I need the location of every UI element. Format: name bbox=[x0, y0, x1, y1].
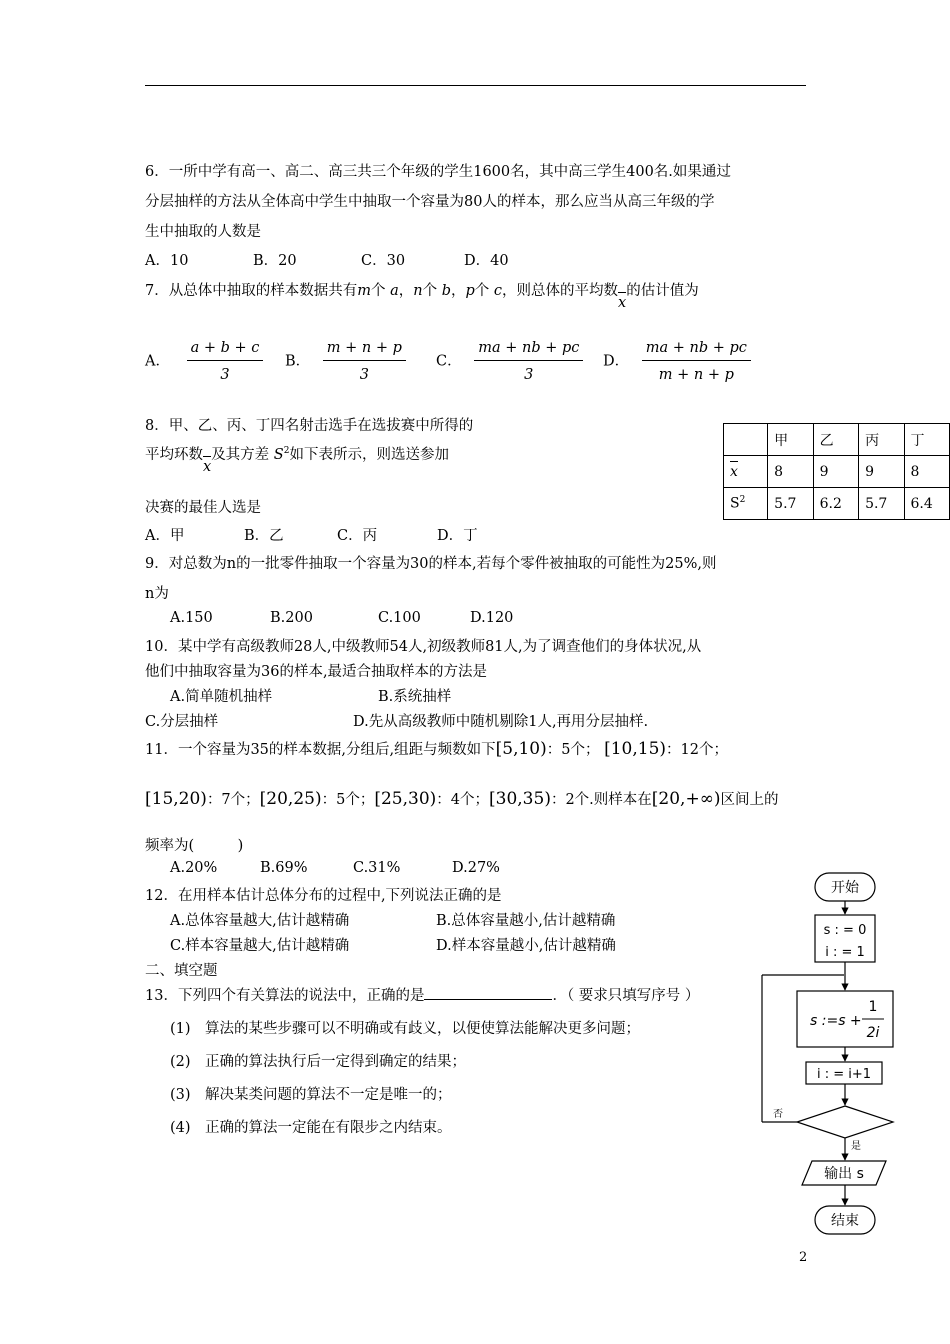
q7-option-b-numerator: m + n + p bbox=[323, 340, 406, 361]
q7-text-5: ， bbox=[451, 283, 466, 299]
q10-line1: 10．某中学有高级教师28人,中级教师54人,初级教师81人,为了调查他们的身体状况,从 bbox=[145, 639, 702, 655]
q11-option-c: C.31% bbox=[353, 860, 401, 876]
no-label: 否 bbox=[773, 1109, 783, 1120]
increment-label: i : = i+1 bbox=[816, 1067, 872, 1082]
q11-interval-7: [20,+∞) bbox=[651, 789, 721, 809]
q7-option-c-denominator: 3 bbox=[524, 367, 534, 383]
q10-option-d: D.先从高级教师中随机剔除1人,再用分层抽样. bbox=[353, 714, 649, 730]
q7-mean-symbol: x bbox=[618, 295, 627, 311]
q10-option-c: C.分层抽样 bbox=[145, 714, 219, 730]
q8-line1: 8．甲、乙、丙、丁四名射击选手在选拔赛中所得的 bbox=[145, 418, 474, 434]
page-number: 2 bbox=[799, 1250, 808, 1265]
q11-freq-4: ：5个； bbox=[321, 792, 375, 808]
q9-option-c: C.100 bbox=[378, 610, 421, 626]
table-cell: 9 bbox=[859, 456, 904, 488]
section-heading: 二、填空题 bbox=[145, 963, 218, 979]
mean-label-symbol: x bbox=[730, 463, 738, 480]
q7-option-c-letter: C． bbox=[436, 353, 462, 370]
q8-option-d: D．丁 bbox=[437, 528, 478, 544]
q9-line2: n为 bbox=[145, 586, 169, 602]
table-cell: 6.4 bbox=[904, 488, 949, 520]
q8-text-2: 及其方差 bbox=[211, 447, 270, 463]
q11-freq-6: ：2个.则样本在 bbox=[550, 792, 652, 808]
q7-option-d-letter: D． bbox=[603, 353, 630, 370]
q7-text-3: ， bbox=[398, 283, 414, 299]
q11-line1 bbox=[145, 738, 728, 759]
q6-option-c: C．30 bbox=[361, 253, 406, 269]
yes-label: 是 bbox=[851, 1141, 861, 1152]
table-header-yi: 乙 bbox=[813, 424, 858, 456]
q9-option-a: A.150 bbox=[170, 610, 213, 626]
q9-option-b: B.200 bbox=[270, 610, 313, 626]
q7-option-b-fraction bbox=[323, 340, 406, 383]
q7-option-a-numerator: a + b + c bbox=[187, 340, 264, 361]
q11-interval-4: [20,25) bbox=[259, 789, 322, 809]
q9-line1: 9．对总数为n的一批零件抽取一个容量为30的样本,若每个零件被抽取的可能性为25%,则 bbox=[145, 556, 717, 572]
q7-var-p: p bbox=[465, 283, 475, 299]
q8-text-1: 平均环数 bbox=[145, 447, 203, 463]
table-cell: 8 bbox=[768, 456, 813, 488]
q7-option-d-denominator: m + n + p bbox=[658, 367, 734, 383]
q7-option-a-letter: A． bbox=[145, 353, 170, 370]
start-label: 开始 bbox=[831, 880, 859, 896]
q13-item-1: (1) 算法的某些步骤可以不明确或有歧义，以便使算法能解决更多问题； bbox=[170, 1021, 641, 1037]
q7-option-a bbox=[145, 340, 263, 383]
q7-option-b bbox=[285, 340, 406, 383]
assignment-numerator: 1 bbox=[868, 999, 878, 1015]
end-label: 结束 bbox=[831, 1213, 859, 1229]
q6-line1: 6．一所中学有高一、高二、高三共三个年级的学生1600名，其中高三学生400名.如果通过 bbox=[145, 164, 731, 180]
q8-score-table bbox=[723, 423, 950, 520]
q6-option-d: D．40 bbox=[464, 253, 509, 269]
q7-text-7: ，则总体的平均数 bbox=[502, 283, 619, 299]
q11-line2 bbox=[145, 788, 779, 809]
q13-stem bbox=[145, 984, 699, 1005]
table-header-bing: 丙 bbox=[859, 424, 904, 456]
q11-option-b: B.69% bbox=[260, 860, 308, 876]
q13-item-4: (4) 正确的算法一定能在有限步之内结束。 bbox=[170, 1120, 452, 1136]
q7-option-b-letter: B． bbox=[285, 353, 311, 370]
q7-var-c: c bbox=[493, 283, 503, 299]
q7-var-m: m bbox=[357, 283, 371, 299]
q11-interval-1: [5,10) bbox=[495, 739, 547, 759]
q11-text-1: 11．一个容量为35的样本数据,分组后,组距与频数如下 bbox=[145, 742, 496, 758]
variance-label-exponent: 2 bbox=[739, 495, 746, 506]
q13-text-2: ．（ 要求只填写序号 ） bbox=[552, 988, 700, 1004]
variance-label-symbol: S bbox=[730, 495, 740, 512]
q7-var-n: n bbox=[413, 283, 423, 299]
q7-text-6: 个 bbox=[474, 283, 490, 299]
q13-text-1: 13．下列四个有关算法的说法中，正确的是 bbox=[145, 988, 425, 1004]
table-cell: 5.7 bbox=[768, 488, 813, 520]
algorithm-flowchart bbox=[750, 865, 920, 1245]
output-label: 输出 s bbox=[824, 1166, 864, 1182]
q12-line1: 12．在用样本估计总体分布的过程中,下列说法正确的是 bbox=[145, 888, 502, 904]
q7-option-a-fraction bbox=[187, 340, 264, 383]
q7-option-d bbox=[603, 340, 751, 383]
q12-option-b: B.总体容量越小,估计越精确 bbox=[436, 913, 616, 929]
table-cell: 9 bbox=[813, 456, 858, 488]
q13-answer-blank bbox=[424, 985, 552, 1000]
q11-interval-2: [10,15) bbox=[604, 739, 667, 759]
q6-line3: 生中抽取的人数是 bbox=[145, 224, 261, 240]
q13-item-3: (3) 解决某类问题的算法不一定是唯一的； bbox=[170, 1087, 452, 1103]
q8-variance-symbol: S bbox=[273, 447, 284, 463]
q6-option-b: B．20 bbox=[253, 253, 297, 269]
q12-option-a: A.总体容量越大,估计越精确 bbox=[170, 913, 350, 929]
table-header-jia: 甲 bbox=[768, 424, 813, 456]
mean-row-label bbox=[724, 456, 768, 488]
q8-line2 bbox=[145, 443, 449, 475]
q11-option-a: A.20% bbox=[170, 860, 218, 876]
q6-option-a: A．10 bbox=[145, 253, 189, 269]
q8-option-a: A．甲 bbox=[145, 528, 185, 544]
table-header-row bbox=[724, 424, 950, 456]
q11-interval-6: [30,35) bbox=[489, 789, 551, 809]
q7-option-c bbox=[436, 340, 583, 383]
q7-var-a: a bbox=[390, 283, 399, 299]
q11-freq-1: ：5个； bbox=[546, 742, 600, 758]
q7-option-c-numerator: ma + nb + pc bbox=[474, 340, 583, 361]
table-cell: 6.2 bbox=[813, 488, 858, 520]
q11-option-d: D.27% bbox=[452, 860, 500, 876]
q8-line3: 决赛的最佳人选是 bbox=[145, 500, 261, 516]
q7-option-d-fraction bbox=[642, 340, 751, 383]
q7-option-b-denominator: 3 bbox=[359, 367, 369, 383]
q11-interval-5: [25,30) bbox=[374, 789, 437, 809]
q12-option-c: C.样本容量越大,估计越精确 bbox=[170, 938, 350, 954]
q6-line2: 分层抽样的方法从全体高中学生中抽取一个容量为80人的样本，那么应当从高三年级的学 bbox=[145, 194, 715, 210]
q10-line2: 他们中抽取容量为36的样本,最适合抽取样本的方法是 bbox=[145, 664, 488, 680]
table-header-ding: 丁 bbox=[904, 424, 949, 456]
q13-item-2: (2) 正确的算法执行后一定得到确定的结果； bbox=[170, 1054, 467, 1070]
q11-text-end: 区间上的 bbox=[720, 792, 779, 808]
table-corner-cell bbox=[724, 424, 768, 456]
q7-text-4: 个 bbox=[422, 283, 438, 299]
q11-freq-3: ：7个； bbox=[206, 792, 260, 808]
q7-stem bbox=[145, 279, 699, 311]
q10-option-a: A.简单随机抽样 bbox=[170, 689, 273, 705]
q9-option-d: D.120 bbox=[470, 610, 514, 626]
q7-text-2: 个 bbox=[370, 283, 386, 299]
init-i-label: i : = 1 bbox=[825, 945, 865, 960]
q7-option-a-denominator: 3 bbox=[220, 367, 230, 383]
q8-option-c: C．丙 bbox=[337, 528, 378, 544]
assignment-lhs: s :=s + bbox=[810, 1013, 862, 1029]
init-s-label: s : = 0 bbox=[823, 923, 867, 938]
q7-text-8: 的估计值为 bbox=[626, 283, 699, 299]
q7-text-1: 7．从总体中抽取的样本数据共有 bbox=[145, 283, 358, 299]
table-row bbox=[724, 456, 950, 488]
q7-var-b: b bbox=[441, 283, 451, 299]
assignment-denominator: 2i bbox=[866, 1025, 880, 1041]
q7-option-d-numerator: ma + nb + pc bbox=[642, 340, 751, 361]
header-rule bbox=[145, 85, 806, 86]
q8-mean-symbol: x bbox=[203, 459, 212, 475]
q7-option-c-fraction bbox=[474, 340, 583, 383]
q11-freq-5: ：4个； bbox=[436, 792, 490, 808]
table-cell: 8 bbox=[904, 456, 949, 488]
q11-freq-2: ：12个； bbox=[666, 742, 728, 758]
decision-diamond bbox=[797, 1106, 893, 1138]
q8-option-b: B．乙 bbox=[244, 528, 284, 544]
q8-variance-exponent: 2 bbox=[283, 446, 290, 457]
variance-row-label bbox=[724, 488, 768, 520]
q10-option-b: B.系统抽样 bbox=[378, 689, 452, 705]
q11-interval-3: [15,20) bbox=[145, 789, 207, 809]
table-cell: 5.7 bbox=[859, 488, 904, 520]
table-row bbox=[724, 488, 950, 520]
q8-text-3: 如下表所示，则选送参加 bbox=[289, 447, 449, 463]
q11-line3: 频率为( ) bbox=[145, 838, 244, 854]
q12-option-d: D.样本容量越小,估计越精确 bbox=[436, 938, 616, 954]
